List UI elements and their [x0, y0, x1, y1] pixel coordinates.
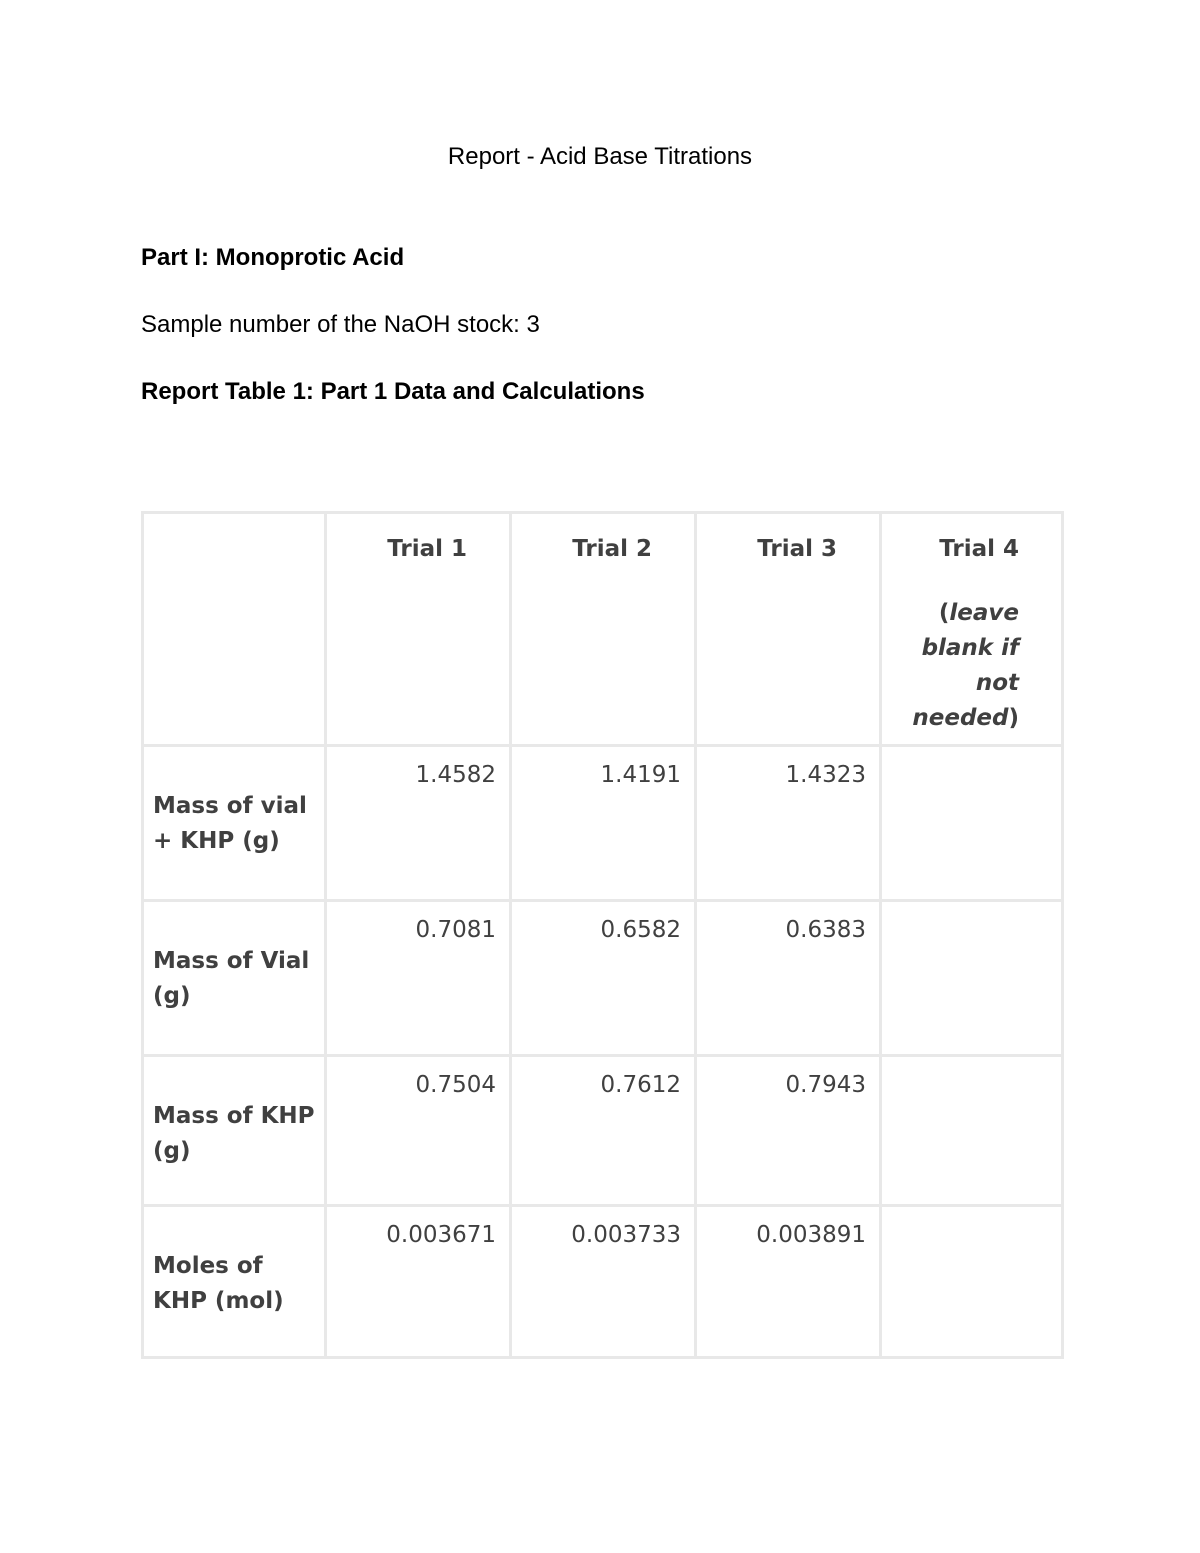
table-header-row [143, 513, 1063, 746]
table-row [143, 901, 1063, 1056]
value-cell: 0.003671 [326, 1206, 511, 1358]
sample-number-line: Sample number of the NaOH stock: 3 [141, 311, 540, 338]
value-cell: 0.6582 [511, 901, 696, 1056]
value-cell: 0.003891 [696, 1206, 881, 1358]
header-trial-1: Trial 1 [326, 513, 511, 746]
value-cell: 1.4191 [511, 746, 696, 901]
value-cell [881, 901, 1063, 1056]
document-title: Report - Acid Base Titrations [447, 143, 753, 170]
value-cell [881, 1056, 1063, 1206]
value-cell [881, 746, 1063, 901]
header-cell-empty [143, 513, 326, 746]
row-label: Mass of vial + KHP (g) [143, 746, 326, 901]
value-cell: 0.7081 [326, 901, 511, 1056]
value-cell: 0.7943 [696, 1056, 881, 1206]
trial-4-note-open: ( [938, 600, 950, 626]
value-cell: 0.7612 [511, 1056, 696, 1206]
table-heading: Report Table 1: Part 1 Data and Calculations [141, 378, 645, 405]
header-trial-4-cell [881, 513, 1063, 746]
value-cell: 1.4323 [696, 746, 881, 901]
value-cell: 0.003733 [511, 1206, 696, 1358]
row-label: Mass of Vial (g) [143, 901, 326, 1056]
part-heading: Part I: Monoprotic Acid [141, 244, 405, 271]
value-cell: 0.6383 [696, 901, 881, 1056]
table-row [143, 746, 1063, 901]
header-trial-4: Trial 4 [939, 536, 1019, 562]
value-cell: 1.4582 [326, 746, 511, 901]
trial-4-note-text: leave blank if not needed [912, 600, 1019, 731]
table-row [143, 1206, 1063, 1358]
trial-4-note [892, 596, 1019, 736]
value-cell [881, 1206, 1063, 1358]
row-label: Mass of KHP (g) [143, 1056, 326, 1206]
header-trial-3: Trial 3 [696, 513, 881, 746]
trial-4-note-close: ) [1008, 705, 1019, 731]
table-row [143, 1056, 1063, 1206]
row-label: Moles of KHP (mol) [143, 1206, 326, 1358]
value-cell: 0.7504 [326, 1056, 511, 1206]
header-trial-2: Trial 2 [511, 513, 696, 746]
data-table [141, 511, 1064, 1359]
